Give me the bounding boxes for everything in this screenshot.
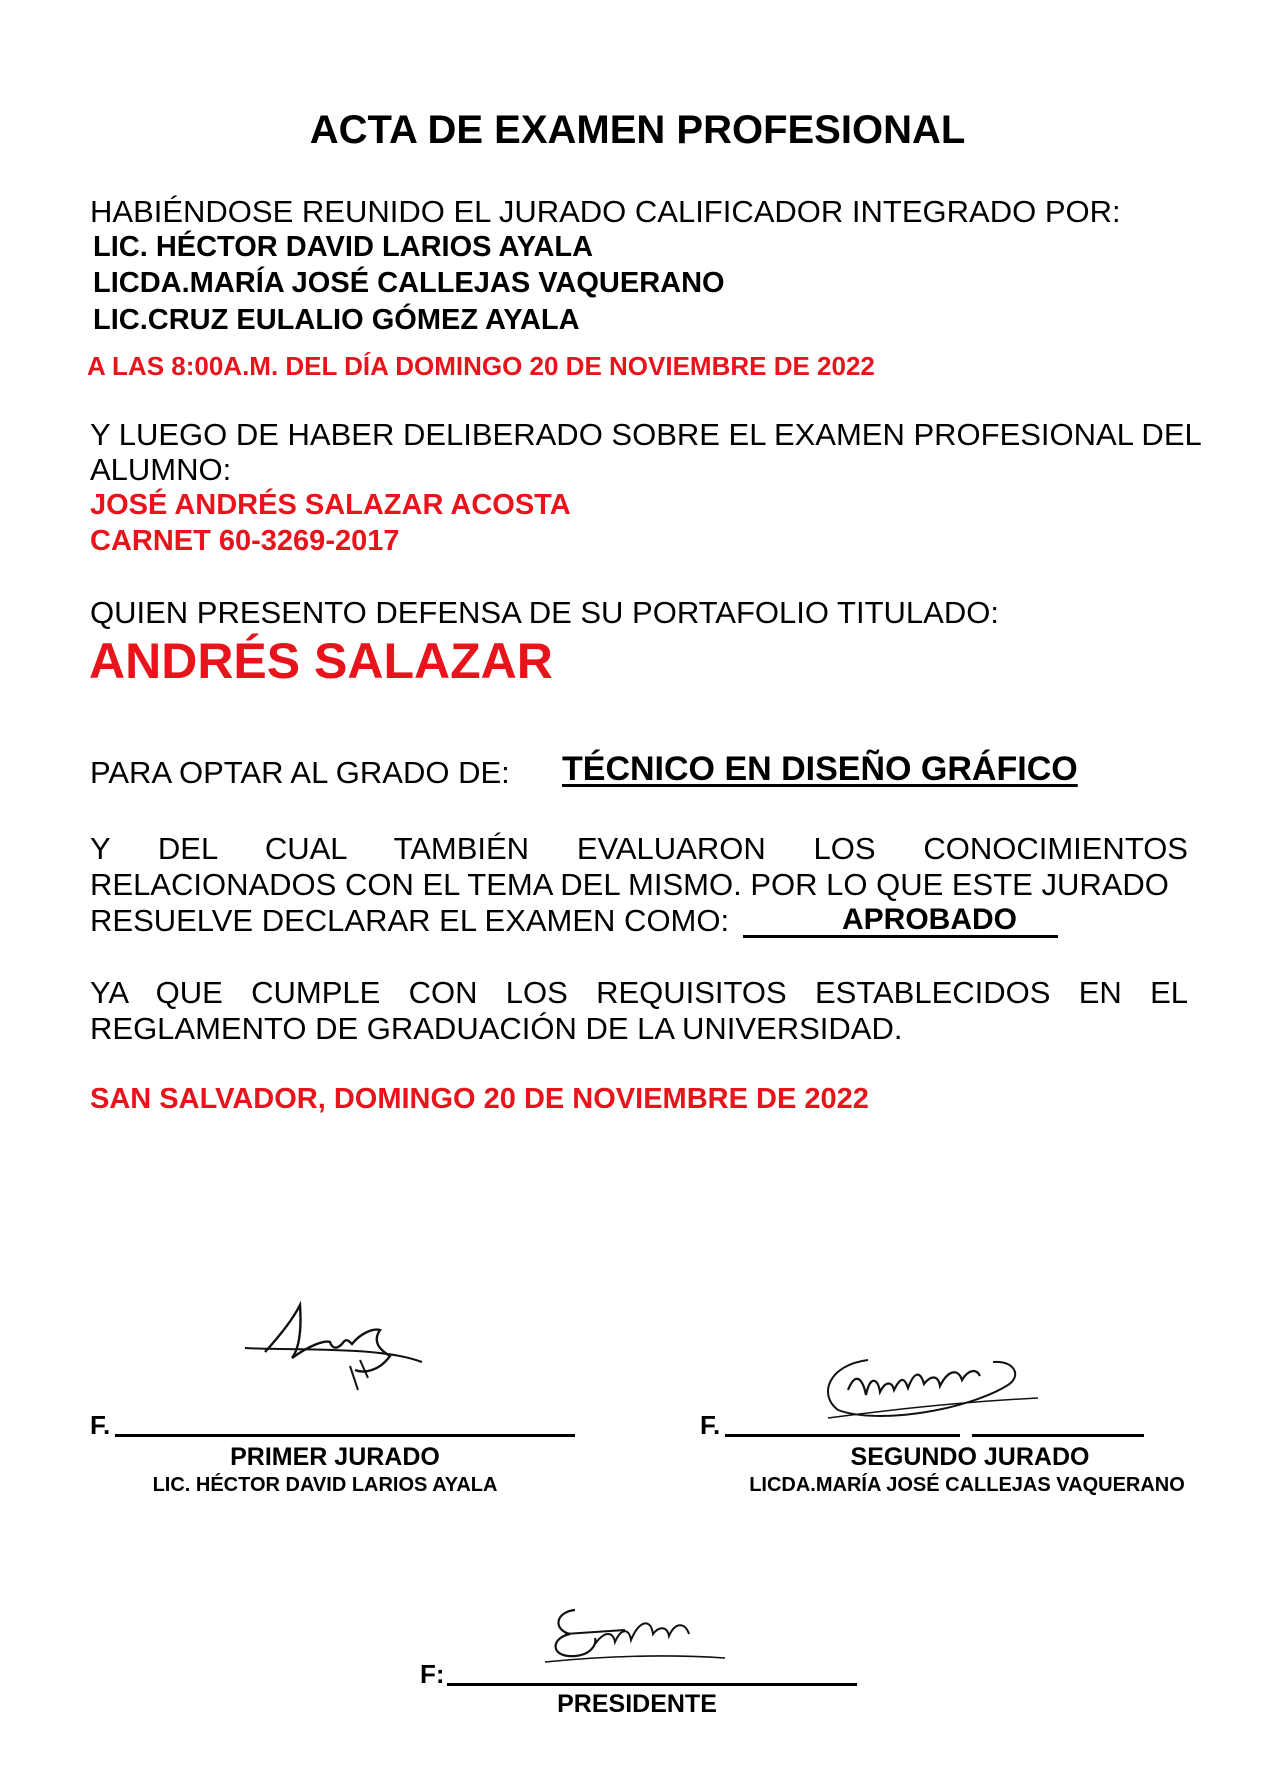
jury-member-2: LICDA.MARÍA JOSÉ CALLEJAS VAQUERANO [93,267,725,299]
intro-text: HABIÉNDOSE REUNIDO EL JURADO CALIFICADOR INTEGRADO POR: [90,194,1121,229]
first-jury-signature [240,1290,430,1400]
president-signature [535,1600,735,1670]
evaluation-text-line1: Y DEL CUAL TAMBIÉN EVALUARON LOS CONOCIMIENTOS [90,831,1188,866]
second-jury-sign-line-right [972,1434,1144,1437]
portfolio-intro: QUIEN PRESENTO DEFENSA DE SU PORTAFOLIO TITULADO: [90,595,999,630]
exam-result: APROBADO [842,903,1018,936]
first-jury-sign-prefix: F. [90,1410,111,1440]
exam-datetime: A LAS 8:00A.M. DEL DÍA DOMINGO 20 DE NOVIEMBRE DE 2022 [87,351,875,381]
deliberation-text-line1: Y LUEGO DE HABER DELIBERADO SOBRE EL EXAMEN PROFESIONAL DEL [90,417,1202,452]
jury-member-1: LIC. HÉCTOR DAVID LARIOS AYALA [93,231,594,263]
evaluation-text-line2: RELACIONADOS CON EL TEMA DEL MISMO. POR LO QUE ESTE JURADO [90,867,1169,902]
degree-label: PARA OPTAR AL GRADO DE: [90,755,510,790]
portfolio-title: ANDRÉS SALAZAR [89,633,553,689]
second-jury-sign-prefix: F. [700,1410,721,1440]
second-jury-role: SEGUNDO JURADO [850,1443,1090,1471]
place-date: SAN SALVADOR, DOMINGO 20 DE NOVIEMBRE DE 2022 [90,1083,869,1115]
second-jury-sign-line-left [725,1434,960,1437]
president-sign-line [447,1683,857,1686]
president-sign-prefix: F: [420,1659,445,1689]
degree-value: TÉCNICO EN DISEÑO GRÁFICO [562,750,1078,788]
evaluation-text-line3: RESUELVE DECLARAR EL EXAMEN COMO: [90,903,730,938]
requirements-text-line2: REGLAMENTO DE GRADUACIÓN DE LA UNIVERSIDAD. [90,1011,903,1046]
first-jury-sign-line [115,1434,575,1437]
student-id: CARNET 60-3269-2017 [90,525,400,557]
second-jury-name: LICDA.MARÍA JOSÉ CALLEJAS VAQUERANO [749,1474,1185,1496]
second-jury-signature [808,1340,1048,1430]
jury-member-3: LIC.CRUZ EULALIO GÓMEZ AYALA [93,304,580,336]
student-name: JOSÉ ANDRÉS SALAZAR ACOSTA [90,489,571,521]
deliberation-text-line2: ALUMNO: [90,452,232,487]
first-jury-name: LIC. HÉCTOR DAVID LARIOS AYALA [152,1474,498,1496]
first-jury-role: PRIMER JURADO [230,1443,440,1471]
document-title: ACTA DE EXAMEN PROFESIONAL [309,108,966,152]
requirements-text-line1: YA QUE CUMPLE CON LOS REQUISITOS ESTABLECIDOS EN EL [90,975,1188,1010]
president-role: PRESIDENTE [557,1690,717,1718]
